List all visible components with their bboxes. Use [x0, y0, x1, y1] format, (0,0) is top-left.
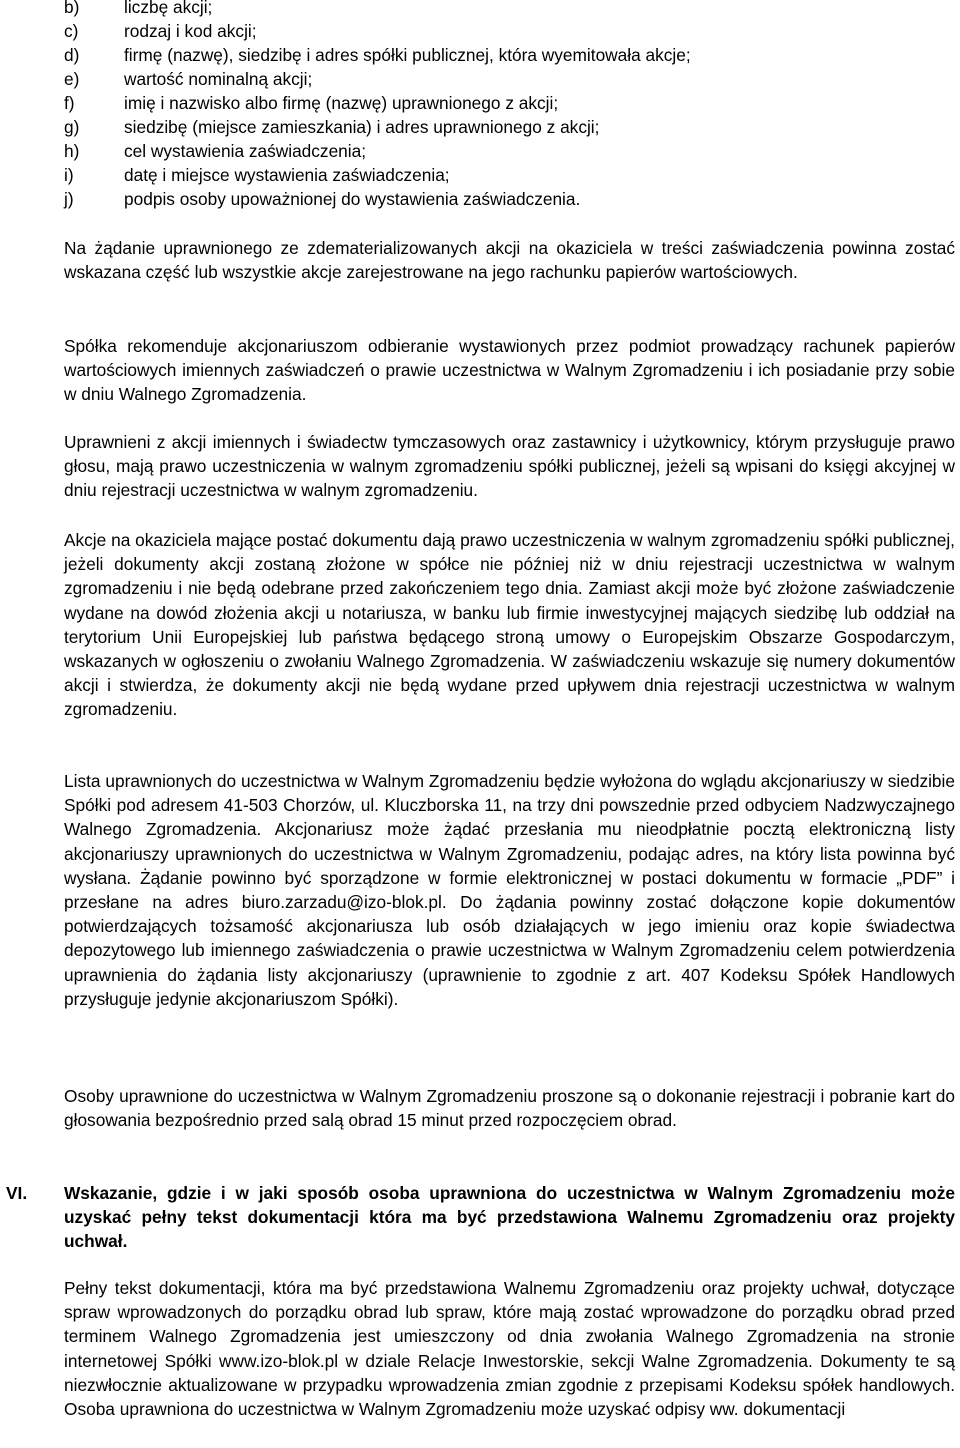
list-letter: j) — [64, 189, 74, 209]
list-letter: g) — [64, 117, 80, 137]
list-text: podpis osoby upoważnionej do wystawienia zaświadczenia. — [124, 189, 581, 209]
paragraph-recommendation: Spółka rekomenduje akcjonariuszom odbieranie wystawionych przez podmiot prowadzący rachunek papierów wartościowych imiennych zaświadczeń o prawie uczestnictwa w Walnym Zgromadzeniu i ich posiadanie przy sobie w dniu Walnego Zgromadzenia. — [64, 336, 955, 405]
list-text: rodzaj i kod akcji; — [124, 21, 257, 41]
list-letter: b) — [64, 0, 80, 17]
section-heading: Wskazanie, gdzie i w jaki sposób osoba uprawniona do uczestnictwa w Walnym Zgromadzeniu może uzyskać pełny tekst dokumentacji która ma być przedstawiona Walnemu Zgromadzeniu oraz projekty uchwał. — [64, 1183, 955, 1252]
list-text: cel wystawienia zaświadczenia; — [124, 141, 367, 161]
paragraph-deposit-request: Na żądanie uprawnionego ze zdematerializowanych akcji na okaziciela w treści zaświadczenia powinna zostać wskazana część lub wszystkie akcje zarejestrowane na jego rachunku papierów wartościowych. — [64, 238, 955, 283]
list-text: imię i nazwisko albo firmę (nazwę) uprawnionego z akcji; — [124, 93, 559, 113]
list-text: siedzibę (miejsce zamieszkania) i adres uprawnionego z akcji; — [124, 117, 600, 137]
list-letter: c) — [64, 21, 79, 41]
paragraph-bearer-shares: Akcje na okaziciela mające postać dokumentu dają prawo uczestniczenia w walnym zgromadzeniu spółki publicznej, jeżeli dokumenty akcji zostaną złożone w spółce nie później niż w dniu rejestracji uczestnictwa w walnym zgromadzeniu i nie będą odebrane przed zakończeniem tego dnia. Zamiast akcji może być złożone zaświadczenie wydane na dowód złożenia akcji u notariusza, w banku lub firmie inwestycyjnej mających siedzibę lub oddział na terytorium Unii Europejskiej lub państwa będącego stroną umowy o Europejskim Obszarze Gospodarczym, wskazanych w ogłoszeniu o zwołaniu Walnego Zgromadzenia. W zaświadczeniu wskazuje się numery dokumentów akcji i stwierdza, że dokumenty akcji nie będą wydane przed upływem dnia rejestracji uczestnictwa w walnym zgromadzeniu. — [64, 530, 955, 720]
list-text: firmę (nazwę), siedzibę i adres spółki publicznej, która wyemitowała akcje; — [124, 45, 691, 65]
list-letter: h) — [64, 141, 80, 161]
paragraph-documentation: Pełny tekst dokumentacji, która ma być przedstawiona Walnemu Zgromadzeniu oraz projekty uchwał, dotyczące spraw wprowadzonych do porządku obrad lub spraw, które mają zostać wprowadzone do porządku obrad przed terminem Walnego Zgromadzenia jest umieszczony od dnia zwołania Walnego Zgromadzenia na stronie internetowej Spółki www.izo-blok.pl w dziale Relacje Inwestorskie, sekcji Walne Zgromadzenia. Dokumenty te są niezwłocznie aktualizowane w przypadku wprowadzenia zmian zgodnie z przepisami Kodeksu spółek handlowych. Osoba uprawniona do uczestnictwa w Walnym Zgromadzeniu może uzyskać odpisy ww. dokumentacji — [64, 1278, 955, 1420]
paragraph-shareholder-list: Lista uprawnionych do uczestnictwa w Walnym Zgromadzeniu będzie wyłożona do wglądu akcjonariuszy w siedzibie Spółki pod adresem 41-503 Chorzów, ul. Kluczborska 11, na trzy dni powszednie przed odbyciem Nadzwyczajnego Walnego Zgromadzenia. Akcjonariusz może żądać przesłania mu nieodpłatnie pocztą elektroniczną listy akcjonariuszy uprawnionych do uczestnictwa w Walnym Zgromadzeniu, podając adres, na który lista powinna być wysłana. Żądanie powinno być sporządzone w formie elektronicznej w postaci dokumentu w formacie „PDF” i przesłane na adres biuro.zarzadu@izo-blok.pl. Do żądania powinny zostać dołączone kopie dokumentów potwierdzających tożsamość akcjonariusza lub osób działających w jego imieniu oraz kopie świadectwa depozytowego lub imiennego zaświadczenia o prawie uczestnictwa w Walnym Zgromadzeniu celem potwierdzenia uprawnienia do żądania listy akcjonariuszy (uprawnienie to zgodnie z art. 407 Kodeksu Spółek Handlowych przysługuje jedynie akcjonariuszom Spółki). — [64, 771, 955, 1009]
list-letter: e) — [64, 69, 80, 89]
list-letter: i) — [64, 165, 74, 185]
section-number: VI. — [6, 1183, 28, 1203]
paragraph-registered-shares: Uprawnieni z akcji imiennych i świadectw tymczasowych oraz zastawnicy i użytkownicy, którym przysługuje prawo głosu, mają prawo uczestniczenia w walnym zgromadzeniu spółki publicznej, jeżeli są wpisani do księgi akcyjnej w dniu rejestracji uczestnictwa w walnym zgromadzeniu. — [64, 432, 955, 501]
list-letter: f) — [64, 93, 75, 113]
paragraph-registration: Osoby uprawnione do uczestnictwa w Walnym Zgromadzeniu proszone są o dokonanie rejestracji i pobranie kart do głosowania bezpośrednio przed salą obrad 15 minut przed rozpoczęciem obrad. — [64, 1086, 955, 1131]
list-text: wartość nominalną akcji; — [124, 69, 313, 89]
list-text: datę i miejsce wystawienia zaświadczenia; — [124, 165, 450, 185]
list-letter: d) — [64, 45, 80, 65]
list-text: liczbę akcji; — [124, 0, 213, 17]
